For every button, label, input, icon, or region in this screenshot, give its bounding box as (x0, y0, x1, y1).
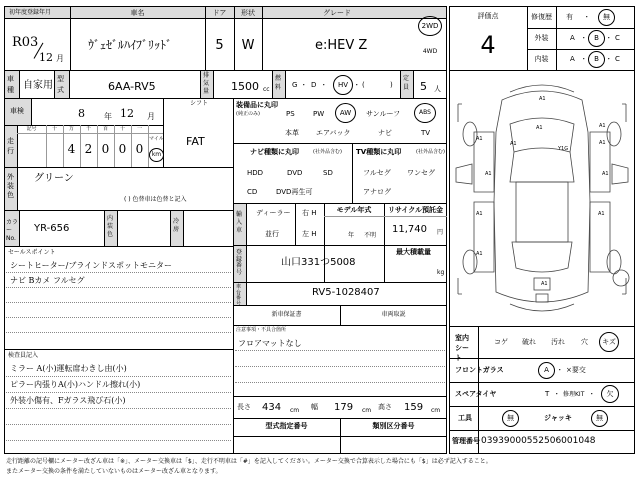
fuel-option-g: G (292, 81, 298, 89)
mileage-digit-3: 0 (101, 142, 110, 156)
warranty-label: 新車保証書 (271, 311, 302, 318)
inspector-line-2: ピラー内張りA(小)ハンドル擦れ(小) (10, 380, 141, 389)
color-no-value: YR-656 (34, 223, 70, 234)
damage-mark-9: A1 (476, 211, 483, 217)
exterior-grade-b: B (594, 34, 599, 42)
damage-mark-2: A1 (536, 125, 543, 131)
damage-mark-12: A1 (541, 281, 548, 287)
exterior-grade-a: A (570, 34, 575, 42)
color-no-label: カラーNo. (6, 219, 19, 242)
inspector-label: 検査員記入 (8, 352, 39, 359)
first-reg-month: 12 (39, 51, 53, 64)
shape-label: 形状 (241, 9, 255, 17)
inspection-month-unit: 月 (147, 112, 155, 121)
model-year-unit: 年 (348, 232, 355, 239)
model-year-label: モデル年式 (336, 206, 372, 214)
height-label: 高さ (378, 403, 392, 411)
usage-value: 自家用 (23, 80, 53, 91)
mileage-digit-2: 2 (84, 142, 93, 156)
exterior-note: ( ) 色替車は色替と記入 (124, 196, 187, 203)
height-value: 159 (404, 402, 424, 413)
front-glass-option-a: A (544, 366, 549, 374)
fuel-dot-1: ･ (302, 81, 306, 89)
navi-hdd: HDD (247, 169, 264, 177)
seat-label: 室内シート (455, 334, 469, 362)
import-right: 右 H (302, 209, 317, 217)
inspection-year: 8 (78, 107, 85, 120)
tv-label: TV種類に丸印 (356, 148, 402, 156)
interior-grade-sep1: ･ (582, 55, 586, 63)
equip-ps: PS (286, 110, 295, 118)
grade-value: e:HEV Z (315, 38, 368, 53)
fuel-option-d: D (311, 81, 317, 89)
recycle-amount: 11,740 (392, 224, 427, 235)
equip-leather: 本革 (285, 129, 299, 137)
front-glass-label: フロントガラス (455, 366, 504, 374)
length-unit: cm (290, 407, 300, 414)
drive-alt: 4WD (422, 48, 438, 55)
max-load-label: 最大積載量 (396, 248, 431, 256)
seat-item-tear: 破れ (522, 338, 536, 346)
exterior-grade-sep2: ･ (607, 34, 611, 42)
import-left: 左 H (302, 230, 317, 238)
mile-label: マイル (149, 136, 164, 142)
fuel-paren-open: ( (362, 81, 365, 89)
exterior-label: 外装色 (7, 173, 14, 200)
inspector-line-3: 外装小傷有、Fガラス飛び石(小) (10, 396, 126, 405)
damage-mark-3: A1 (599, 123, 606, 129)
spare-tire-option-kit: 修理KIT (563, 391, 585, 398)
recycle-yen: 円 (437, 229, 444, 236)
tv-oneseg: ワンセグ (407, 169, 435, 177)
damage-mark-8: A1 (602, 171, 609, 177)
spare-tire-option-t: T (545, 390, 550, 398)
damage-mark-4: A1 (476, 136, 483, 142)
length-label: 長さ (237, 403, 251, 411)
damage-mark-11: A1 (476, 251, 483, 257)
seat-item-burn: コゲ (494, 338, 508, 346)
exterior-grade-sep1: ･ (582, 34, 586, 42)
repair-label: 修復歴 (531, 13, 552, 21)
grade-label: グレード (323, 9, 351, 17)
fuel-paren-close: ) (390, 81, 393, 89)
mileage-unit-1: 一 (136, 126, 142, 132)
model-year-unknown: 不明 (364, 232, 377, 239)
navi-sd: SD (323, 169, 333, 177)
notes-value: フロアマットなし (238, 339, 302, 348)
usage-label: 車種 (7, 75, 14, 94)
exterior-grade-c: C (615, 34, 620, 42)
recycle-label: リサイクル預託金 (387, 206, 444, 214)
mileage-digit-5: 0 (135, 142, 144, 156)
footer-line-1: 走行距離の記号欄にメーター改ざん車は「※」、メーター交換車は「$」、走行不明車は「#」を記入してください。メーター交換で合算表示した場合にも「$」は必ず記入すること。 (6, 458, 492, 465)
equip-tv: TV (421, 129, 431, 137)
sales-point-line-1: シートヒーター/ブラインドスポットモニター (10, 261, 173, 270)
equipment-label: 装備品に丸印 (236, 101, 278, 109)
month-unit: 月 (56, 54, 64, 63)
sales-point-line-2: ナビ Bカメ フルセグ (10, 276, 85, 285)
damage-mark-10: A1 (598, 211, 605, 217)
chassis-value: RV5-1028407 (312, 287, 380, 298)
inspector-line-1: ミラー A(小)運転席わきし由(小) (10, 364, 127, 373)
navi-dvd: DVD (287, 169, 303, 177)
equipment-sub-label: (純正のみ) (236, 111, 260, 117)
spare-tire-sep2: ･ (590, 390, 594, 398)
exterior-color: グリーン (34, 173, 74, 184)
registration-value: 山口331つ5008 (281, 257, 356, 268)
fuel-label: 燃料 (275, 75, 282, 91)
damage-mark-1: A1 (539, 96, 546, 102)
cc-unit: cc (263, 86, 270, 93)
spare-tire-sep1: ･ (555, 390, 559, 398)
jack-label: ジャッキ (544, 414, 572, 422)
fuel-dot-3: ･ (355, 81, 359, 89)
width-value: 179 (334, 402, 354, 413)
inspection-label: 車検 (10, 107, 24, 115)
drive-badge: 2WD (421, 22, 439, 30)
interior-grade-label: 内装 (534, 55, 549, 63)
tools-value: 無 (507, 414, 514, 422)
import-label: 輸入車 (236, 211, 243, 234)
front-glass-option-replace: ×要交 (566, 366, 586, 374)
mileage-digit-4: 0 (118, 142, 127, 156)
seat-item-scratch: キズ (602, 338, 616, 346)
aircon-label: 冷房 (173, 218, 180, 233)
manual-label: 車両取説 (381, 311, 406, 318)
mileage-unit-10k: 万 (68, 126, 74, 132)
front-glass-sep: ･ (558, 366, 562, 374)
car-name-label: 車名 (130, 9, 145, 17)
navi-label: ナビ種類に丸印 (250, 148, 299, 156)
navi-dvd-play: DVD再生可 (276, 188, 313, 196)
mileage-unit-100k: 十 (51, 126, 57, 132)
import-dealer: ディーラー (256, 209, 291, 217)
management-label: 管理番号 (452, 437, 480, 445)
inspection-month: 12 (120, 107, 134, 120)
chassis-label: 車台番号 (236, 284, 242, 307)
navi-label-note: (社外品含む) (313, 149, 342, 155)
max-load-kg: kg (437, 269, 445, 276)
damage-mark-5: A1 (510, 141, 517, 147)
notes-label: 注意事項・不具合箇所 (236, 327, 287, 333)
equip-pw: PW (313, 110, 325, 118)
fuel-option-hv: HV (337, 81, 349, 89)
width-label: 幅 (311, 403, 318, 411)
shift-value: FAT (186, 135, 205, 148)
shift-label: シフト (190, 100, 209, 107)
damage-mark-7: A1 (485, 171, 492, 177)
equip-airbag: エアバック (316, 129, 351, 137)
model-value: 6AA-RV5 (108, 80, 156, 93)
interior-grade-b: B (594, 55, 599, 63)
rating-score: 4 (480, 31, 496, 59)
interior-grade-c: C (615, 55, 620, 63)
equip-abs: ABS (419, 109, 431, 116)
mileage-unit-sign: 記号 (26, 126, 37, 132)
navi-cd: CD (247, 188, 258, 196)
rating-label: 評価点 (477, 12, 499, 20)
width-unit: cm (362, 407, 372, 414)
repair-option-no: 無 (603, 13, 610, 21)
seat-item-hole: 穴 (581, 338, 588, 346)
type-cert-label: 型式指定番号 (265, 422, 308, 430)
sales-points-label: セールスポイント (8, 249, 56, 256)
capacity-label: 定員 (403, 75, 410, 91)
import-parallel: 並行 (265, 230, 279, 238)
model-label: 型式 (57, 75, 64, 94)
repair-option-yes: 有 (566, 13, 573, 21)
spare-tire-option-none: 欠 (606, 390, 614, 398)
registration-label: 登録番号 (236, 249, 243, 276)
repair-sep: ･ (585, 13, 589, 21)
jack-value: 無 (596, 414, 603, 422)
management-value: 03939000552506001048 (481, 436, 596, 446)
displacement-value: 1500 (231, 80, 259, 93)
tv-analog: アナログ (363, 188, 391, 196)
height-unit: cm (431, 407, 441, 414)
footer-line-2: またメーター交換の条件を満たしていないものはメーター改ざん車となります。 (6, 468, 222, 475)
mileage-unit-100: 百 (102, 126, 108, 132)
exterior-grade-label: 外装 (534, 34, 549, 42)
first-reg-era: R03 (12, 35, 39, 50)
door-label: ドア (212, 9, 227, 17)
mileage-unit-10: 十 (119, 126, 125, 132)
first-reg-label: 初年度登録年月 (9, 9, 52, 16)
person-unit: 人 (434, 85, 441, 93)
damage-mark-6: A1 (599, 140, 606, 146)
equip-navi: ナビ (378, 129, 392, 137)
car-name-value: ｳﾞｪｾﾞﾙﾊｲﾌﾞﾘｯﾄﾞ (88, 38, 173, 52)
fuel-dot-2: ･ (322, 81, 326, 89)
inspection-year-unit: 年 (104, 112, 112, 121)
capacity-value: 5 (420, 80, 427, 93)
length-value: 434 (262, 402, 282, 413)
equip-sunroof: サンルーフ (366, 110, 401, 118)
mileage-unit-1k: 千 (85, 126, 91, 132)
interior-grade-sep2: ･ (607, 55, 611, 63)
mileage-digit-1: 4 (67, 142, 76, 156)
km-label: km (151, 151, 162, 158)
equip-aw: AW (339, 109, 352, 117)
class-label: 類別区分番号 (372, 422, 415, 430)
shape-value: W (241, 38, 255, 53)
mileage-label: 走行 (7, 137, 14, 155)
displacement-label: 排気量 (203, 72, 210, 95)
interior-grade-a: A (570, 55, 575, 63)
seat-item-stain: 汚れ (551, 338, 565, 346)
spare-tire-label: スペアタイヤ (455, 390, 497, 398)
tv-label-note: (社外品含む) (416, 149, 445, 155)
interior-color-label: 内装色 (107, 215, 114, 238)
doors-value: 5 (215, 38, 224, 53)
damage-mark-y1g: Y1G (558, 146, 569, 152)
tv-fullseg: フルセグ (363, 169, 391, 177)
tools-label: 工具 (458, 414, 472, 422)
